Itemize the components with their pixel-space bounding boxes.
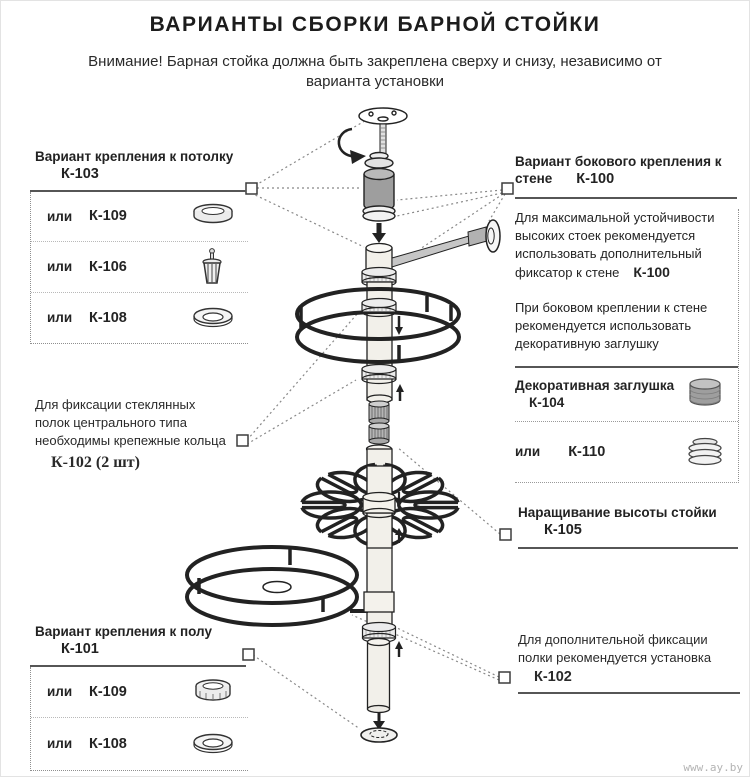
wall-arm	[392, 220, 500, 267]
flange-ring-icon	[190, 301, 236, 335]
page-title: ВАРИАНТЫ СБОРКИ БАРНОЙ СТОЙКИ	[149, 13, 601, 36]
floor-flange	[361, 728, 397, 742]
glass-shelf-small	[187, 547, 368, 625]
note-paragraph: При боковом креплении к стене рекомендуется использовать декоративную заглушку	[515, 299, 708, 352]
or-label: или	[47, 310, 73, 326]
note-glass-shelf-rings	[35, 396, 250, 474]
panel-header: Вариант бокового крепления к	[515, 154, 722, 169]
rotate-arrow-icon	[339, 129, 366, 164]
part-code: К-100	[576, 171, 615, 188]
pole-through-petals	[367, 513, 392, 548]
panel-header: Декоративная заглушка	[515, 377, 675, 393]
panel-floor-mount	[30, 623, 248, 771]
option-row	[31, 241, 248, 292]
part-code: К-106	[89, 258, 127, 275]
panel-ceiling-mount	[30, 148, 248, 344]
wall-mount-body	[515, 209, 739, 483]
or-label: или	[47, 684, 73, 700]
or-label: или	[515, 444, 541, 460]
part-code: К-108	[89, 309, 127, 326]
part-code: К-102	[534, 669, 572, 686]
page-subtitle: Внимание! Барная стойка должна быть закреплена сверху и снизу, независимо от варианта установки	[88, 53, 662, 90]
option-row	[31, 292, 248, 343]
anchor-icon	[194, 247, 230, 287]
up-arrow-icon	[396, 384, 404, 401]
down-arrow-icon	[372, 223, 386, 243]
note-line: полки рекомендуется установка	[518, 650, 712, 666]
option-row	[515, 422, 738, 482]
note-line: Для дополнительной фиксации	[518, 632, 708, 647]
option-row	[31, 192, 248, 241]
ceiling-plate	[359, 108, 407, 154]
part-code: К-109	[89, 208, 127, 225]
part-code: К-103	[61, 166, 99, 183]
shelf-clamp	[364, 592, 394, 612]
pole-bottom-top	[368, 639, 390, 646]
washer	[365, 158, 393, 168]
stacked-rings-icon	[682, 435, 728, 469]
note-line: полок центрального типа	[35, 415, 187, 431]
pole-bottom	[368, 642, 390, 709]
option-row	[515, 368, 738, 421]
option-list	[30, 667, 248, 771]
ceiling-cup-icon	[190, 199, 236, 233]
or-label: или	[47, 259, 73, 275]
panel-header: Наращивание высоты стойки	[518, 505, 717, 520]
option-row	[31, 717, 248, 770]
note-line: необходимы крепежные кольца	[35, 433, 226, 449]
part-code: К-101	[61, 641, 99, 658]
ribbed-coupler	[369, 401, 389, 424]
pole-bottom-end	[368, 706, 390, 713]
panel-header: Вариант крепления к полу	[35, 624, 212, 639]
panel-shelf-fixation	[518, 631, 746, 694]
ribbed-coupler	[369, 423, 389, 444]
option-row	[31, 667, 248, 717]
or-label: или	[47, 736, 73, 752]
part-code: К-102 (2 шт)	[51, 453, 140, 471]
panel-header: стене	[515, 171, 553, 187]
pole-top	[366, 244, 392, 272]
floor-cup-icon	[190, 675, 236, 709]
part-code: К-104	[529, 395, 565, 411]
ceiling-cup	[363, 169, 395, 222]
note-paragraph: Для максимальной устойчивости высоких стоек рекомендуется использовать дополнительный фиксатор к стене К-100	[515, 209, 715, 281]
panel-height-extension	[518, 504, 740, 549]
note-line: Для фиксации стеклянных	[35, 397, 196, 412]
panel-header: Вариант крепления к потолку	[35, 149, 234, 164]
part-code: К-110	[568, 443, 606, 460]
option-list	[30, 192, 248, 344]
part-code: К-100	[633, 264, 670, 281]
down-arrow-icon	[395, 316, 403, 335]
part-code: К-105	[544, 522, 582, 539]
or-label: или	[47, 208, 73, 224]
flange-ring-icon	[190, 727, 236, 761]
part-code: К-108	[89, 735, 127, 752]
panel-wall-mount	[515, 153, 739, 483]
plug-cap-icon	[682, 375, 728, 413]
part-code: К-109	[89, 683, 127, 700]
watermark: www.ay.by	[683, 761, 743, 774]
up-arrow-icon	[395, 641, 403, 657]
